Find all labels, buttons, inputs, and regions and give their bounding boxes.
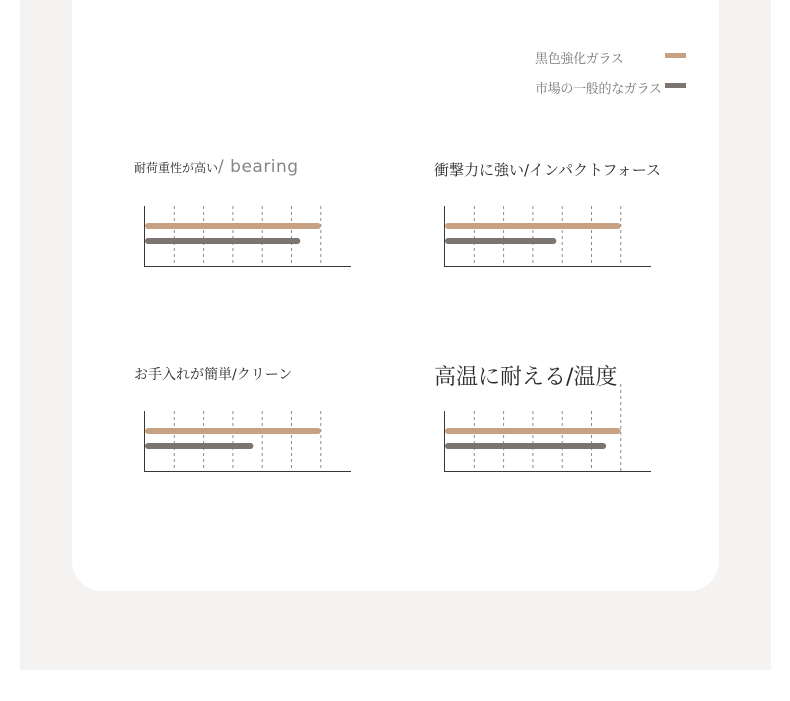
chart-temperature — [444, 384, 654, 473]
legend-swatch — [665, 83, 686, 88]
chart-bearing — [144, 206, 354, 268]
legend-swatch — [665, 53, 686, 58]
legend-item-tempered — [535, 48, 695, 67]
bar-ordinary-glass — [445, 443, 606, 449]
bar-tempered-glass — [145, 428, 321, 434]
panel-title-clean — [134, 364, 292, 384]
panel-title-impact — [434, 159, 661, 180]
panel-title-main: 衝撃力に強い/インパクトフォース — [434, 161, 662, 179]
legend-item-ordinary — [535, 78, 695, 97]
panel-title-main: 高温に耐える/温度 — [434, 365, 618, 390]
panel-title-bearing — [134, 157, 299, 177]
panel-title-sub: / bearing — [218, 157, 299, 177]
chart-clean — [144, 411, 354, 473]
panel-title-main: 耐荷重性が高い — [134, 161, 219, 175]
bar-tempered-glass — [445, 428, 621, 434]
bar-ordinary-glass — [445, 238, 556, 244]
panel-title-main: お手入れが簡単/クリーン — [134, 367, 293, 383]
bar-ordinary-glass — [145, 238, 300, 244]
bar-tempered-glass — [145, 223, 321, 229]
bar-tempered-glass — [445, 223, 621, 229]
chart-impact — [444, 206, 654, 268]
legend-label: 黒色強化ガラス — [535, 52, 624, 67]
legend-label: 市場の一般的なガラス — [535, 82, 662, 97]
bar-ordinary-glass — [145, 443, 253, 449]
